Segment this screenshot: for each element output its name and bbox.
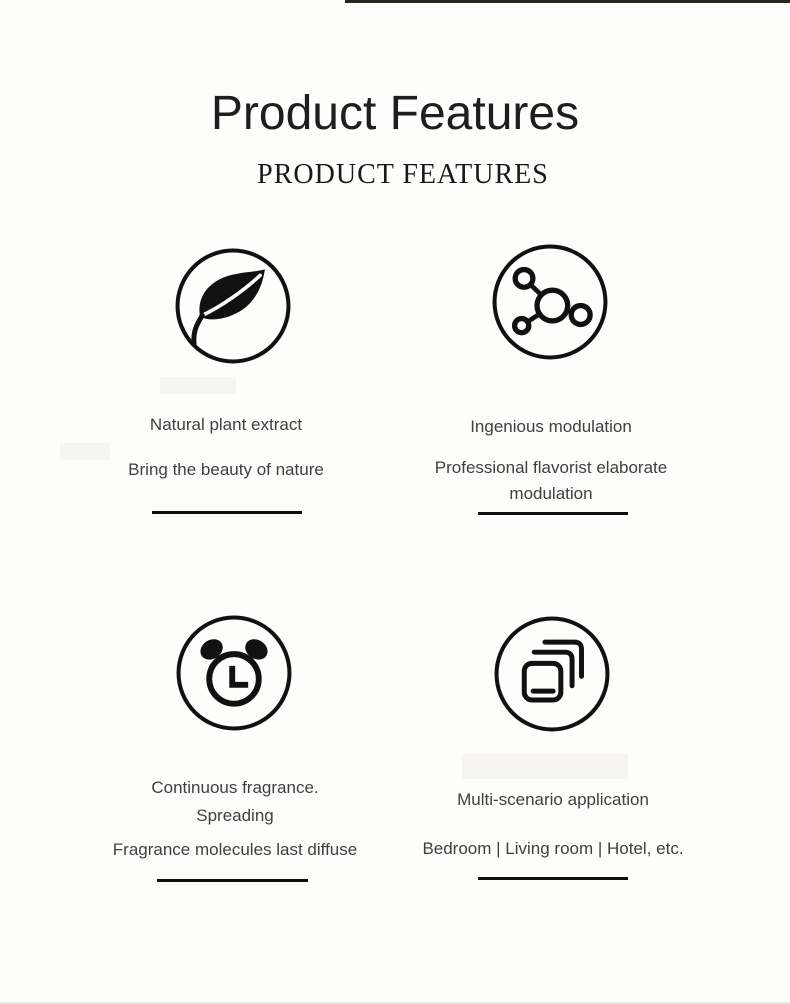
feature-subtext-line: Bedroom | Living room | Hotel, etc. bbox=[422, 839, 684, 858]
feature-heading-line: Multi-scenario application bbox=[457, 790, 649, 809]
page-subtitle: PRODUCT FEATURES bbox=[257, 159, 549, 190]
feature-heading bbox=[46, 412, 406, 438]
feature-subtext-line: Professional flavorist elaborate bbox=[434, 458, 668, 477]
faint-watermark bbox=[462, 754, 628, 779]
layers-icon bbox=[493, 615, 611, 733]
feature-heading bbox=[371, 414, 731, 440]
divider-rule bbox=[152, 511, 302, 514]
page-title: Product Features bbox=[210, 87, 580, 140]
divider-rule bbox=[157, 879, 308, 882]
feature-subtext bbox=[46, 457, 406, 483]
leaf-icon bbox=[174, 247, 292, 365]
feature-heading-line: Spreading bbox=[196, 806, 274, 825]
alarm-clock-icon bbox=[175, 614, 293, 732]
feature-heading bbox=[373, 787, 733, 813]
feature-subtext bbox=[371, 455, 731, 507]
feature-subtext-line: Fragrance molecules last diffuse bbox=[112, 840, 358, 859]
divider-rule bbox=[478, 877, 628, 880]
molecule-icon bbox=[491, 243, 609, 361]
feature-heading-line: Continuous fragrance. bbox=[151, 778, 319, 797]
feature-subtext-line: modulation bbox=[509, 484, 593, 503]
divider-rule bbox=[478, 512, 628, 515]
feature-heading-line: Natural plant extract bbox=[149, 415, 303, 434]
faint-watermark bbox=[160, 377, 236, 394]
feature-subtext bbox=[373, 836, 733, 862]
feature-heading bbox=[55, 774, 415, 830]
feature-subtext-line: Bring the beauty of nature bbox=[128, 460, 324, 479]
feature-heading-line: Ingenious modulation bbox=[470, 417, 632, 436]
feature-subtext bbox=[55, 837, 415, 863]
top-edge-strip bbox=[345, 0, 790, 3]
